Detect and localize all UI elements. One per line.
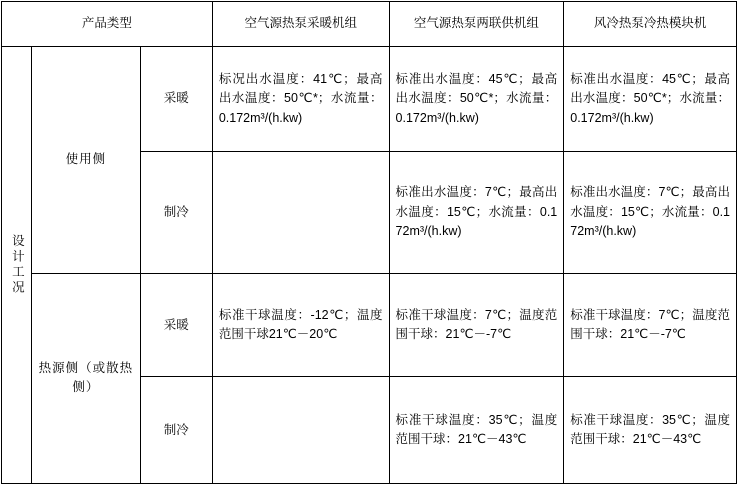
table-header-row [2,2,737,47]
cell-use-cooling-1 [212,152,389,274]
cell-use-cooling-2: 标准出水温度：7℃；最高出水温度：15℃；水流量：0.172m³/(h.kw) [389,152,564,274]
table-row [2,273,737,377]
mode-label-cooling-use: 制冷 [140,152,212,274]
cell-source-cooling-2: 标准干球温度：35℃；温度范围干球：21℃－43℃ [389,377,564,484]
cell-use-cooling-3: 标准出水温度：7℃；最高出水温度：15℃；水流量：0.172m³/(h.kw) [564,152,737,274]
header-product-type: 产品类型 [2,2,213,47]
cell-use-heating-3: 标准出水温度：45℃；最高出水温度：50℃*；水流量：0.172m³/(h.kw) [564,46,737,152]
cell-source-cooling-3: 标准干球温度：35℃；温度范围干球：21℃－43℃ [564,377,737,484]
cell-source-heating-2: 标准干球温度：7℃；温度范围干球：21℃－-7℃ [389,273,564,377]
mode-label-heating-source: 采暖 [140,273,212,377]
cell-source-cooling-1 [212,377,389,484]
side-label-use: 使用侧 [32,46,140,273]
table-row [2,46,737,152]
cell-source-heating-1: 标准干球温度：-12℃；温度范围干球21℃－20℃ [212,273,389,377]
header-column-air-source-dual: 空气源热泵两联供机组 [389,2,564,47]
header-column-air-source-heating: 空气源热泵采暖机组 [212,2,389,47]
row-group-design-condition [2,46,32,483]
cell-source-heating-3: 标准干球温度：7℃；温度范围干球：21℃－-7℃ [564,273,737,377]
cell-use-heating-2: 标准出水温度：45℃；最高出水温度：50℃*；水流量：0.172m³/(h.kw) [389,46,564,152]
mode-label-cooling-source: 制冷 [140,377,212,484]
specification-table [1,1,737,484]
header-column-air-cooled-module: 风冷热泵冷热模块机 [564,2,737,47]
mode-label-heating-use: 采暖 [140,46,212,152]
row-group-design-condition-label: 设计工况 [10,233,25,296]
cell-use-heating-1: 标况出水温度：41℃；最高出水温度：50℃*；水流量：0.172m³/(h.kw) [212,46,389,152]
side-label-heat-source: 热源侧（或散热侧） [32,273,140,483]
